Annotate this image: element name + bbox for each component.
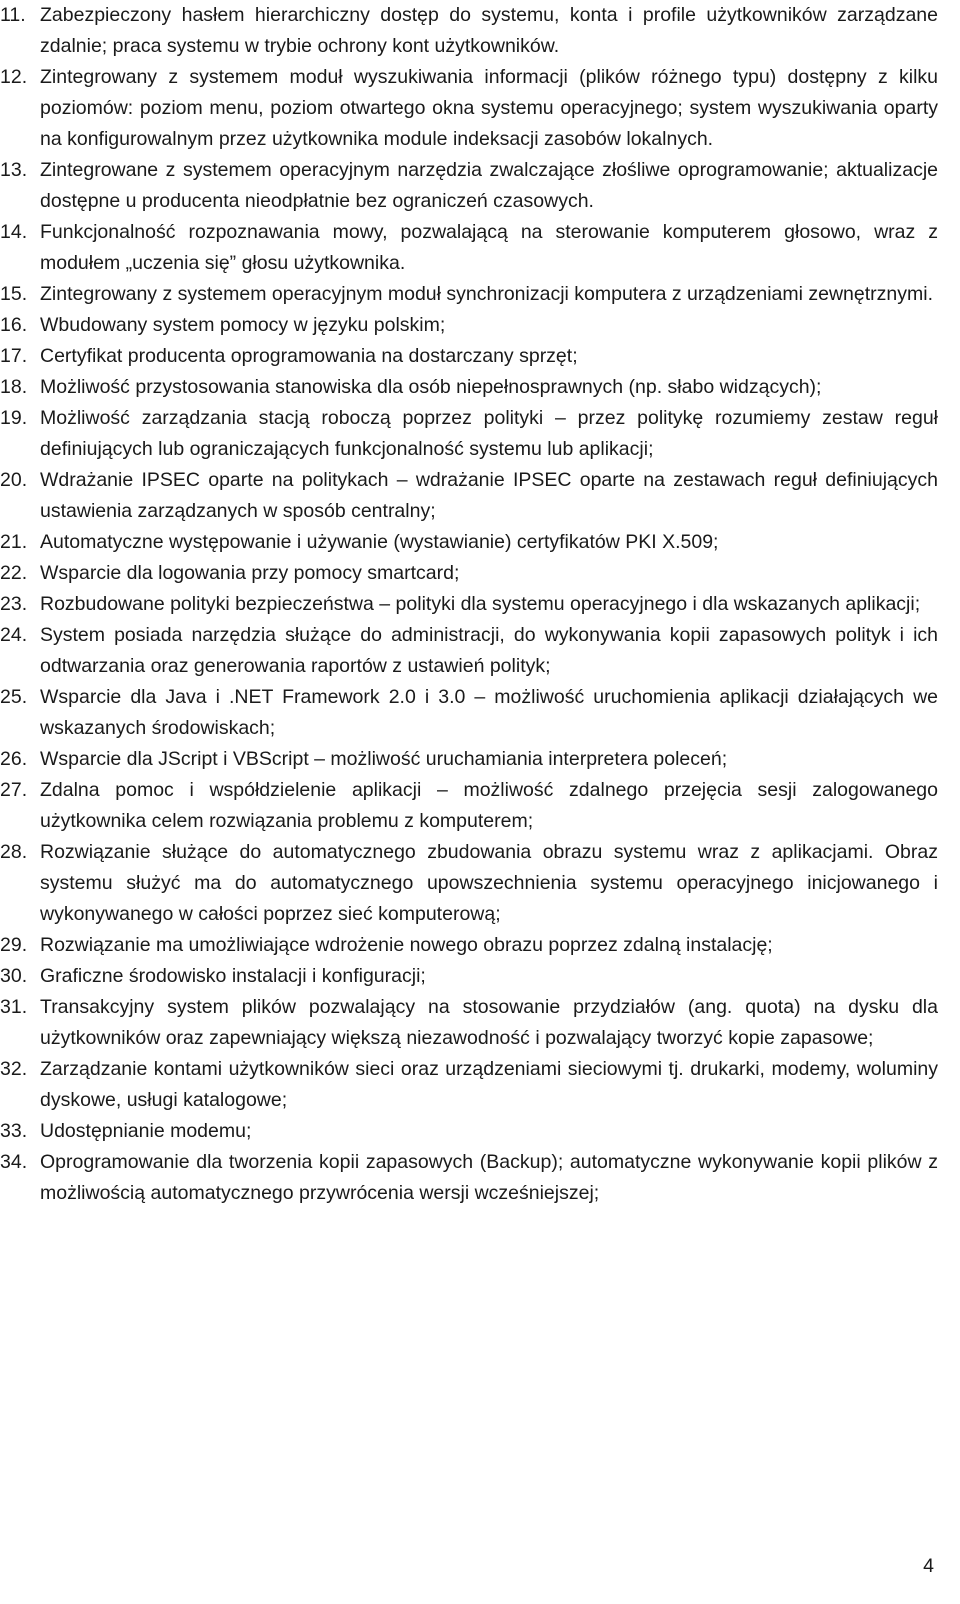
item-text: Oprogramowanie dla tworzenia kopii zapasowych (Backup); automatyczne wykonywanie kopii plików z możliwością automatycznego przywrócenia wersji wcześniejszej; — [40, 1151, 938, 1204]
item-text: Rozwiązanie ma umożliwiające wdrożenie nowego obrazu poprzez zdalną instalację; — [40, 934, 773, 956]
item-text: Graficzne środowisko instalacji i konfiguracji; — [40, 965, 426, 987]
list-item — [0, 837, 938, 930]
item-number: 32. — [0, 1058, 28, 1080]
item-number: 21. — [0, 531, 28, 553]
list-item — [0, 341, 938, 372]
item-number: 17. — [0, 345, 28, 367]
list-item — [0, 589, 938, 620]
item-text: Zarządzanie kontami użytkowników sieci oraz urządzeniami sieciowymi tj. drukarki, modemy, woluminy dyskowe, usługi katalogowe; — [40, 1058, 938, 1111]
list-item — [0, 403, 938, 465]
list-item — [0, 744, 938, 775]
item-text: Możliwość zarządzania stacją roboczą poprzez polityki – przez politykę rozumiemy zestaw reguł definiujących lub ograniczających funkcjonalność systemu lub aplikacji; — [40, 407, 938, 460]
item-text: Automatyczne występowanie i używanie (wystawianie) certyfikatów PKI X.509; — [40, 531, 719, 553]
list-item — [0, 558, 938, 589]
list-item — [0, 1147, 938, 1209]
list-item — [0, 1054, 938, 1116]
item-number: 30. — [0, 965, 28, 987]
list-item — [0, 62, 938, 155]
item-text: Wsparcie dla JScript i VBScript – możliwość uruchamiania interpretera poleceń; — [40, 748, 728, 770]
item-text: Rozwiązanie służące do automatycznego zbudowania obrazu systemu wraz z aplikacjami. Obraz systemu służyć ma do automatycznego upowszechnienia systemu operacyjnego inicjowanego i wykonywanego w całości poprzez sieć komputerową; — [40, 841, 938, 925]
item-number: 23. — [0, 593, 28, 615]
page-number: 4 — [923, 1555, 934, 1577]
item-number: 12. — [0, 66, 28, 88]
item-number: 34. — [0, 1151, 28, 1173]
item-number: 22. — [0, 562, 28, 584]
item-number: 13. — [0, 159, 28, 181]
item-number: 28. — [0, 841, 28, 863]
item-text: Zintegrowany z systemem operacyjnym moduł synchronizacji komputera z urządzeniami zewnętrznymi. — [40, 283, 934, 305]
item-number: 26. — [0, 748, 28, 770]
list-item — [0, 372, 938, 403]
item-text: Możliwość przystosowania stanowiska dla osób niepełnosprawnych (np. słabo widzących); — [40, 376, 822, 398]
item-number: 24. — [0, 624, 28, 646]
item-text: Wsparcie dla logowania przy pomocy smartcard; — [40, 562, 460, 584]
item-number: 19. — [0, 407, 28, 429]
item-number: 31. — [0, 996, 28, 1018]
list-item — [0, 961, 938, 992]
item-text: Funkcjonalność rozpoznawania mowy, pozwalającą na sterowanie komputerem głosowo, wraz z modułem „uczenia się” głosu użytkownika. — [40, 221, 938, 274]
list-item — [0, 930, 938, 961]
item-number: 16. — [0, 314, 28, 336]
list-item — [0, 620, 938, 682]
item-text: Wbudowany system pomocy w języku polskim; — [40, 314, 446, 336]
list-item — [0, 279, 938, 310]
list-item — [0, 527, 938, 558]
item-number: 29. — [0, 934, 28, 956]
list-item — [0, 465, 938, 527]
item-number: 20. — [0, 469, 28, 491]
item-number: 18. — [0, 376, 28, 398]
list-item — [0, 0, 938, 62]
list-item — [0, 155, 938, 217]
item-text: Zdalna pomoc i współdzielenie aplikacji – możliwość zdalnego przejęcia sesji zalogowanego użytkownika celem rozwiązania problemu z komputerem; — [40, 779, 938, 832]
item-number: 25. — [0, 686, 28, 708]
list-item — [0, 310, 938, 341]
item-text: System posiada narzędzia służące do administracji, do wykonywania kopii zapasowych polityk i ich odtwarzania oraz generowania raportów z ustawień polityk; — [40, 624, 938, 677]
item-text: Zintegrowany z systemem moduł wyszukiwania informacji (plików różnego typu) dostępny z kilku poziomów: poziom menu, poziom otwartego okna systemu operacyjnego; system wyszukiwania oparty na konfigurowalnym przez użytkownika module indeksacji zasobów lokalnych. — [40, 66, 938, 150]
item-number: 27. — [0, 779, 28, 801]
list-item — [0, 992, 938, 1054]
item-number: 15. — [0, 283, 28, 305]
item-text: Wdrażanie IPSEC oparte na politykach – wdrażanie IPSEC oparte na zestawach reguł definiujących ustawienia zarządzanych w sposób centralny; — [40, 469, 938, 522]
item-number: 11. — [0, 4, 26, 26]
list-item — [0, 775, 938, 837]
item-text: Rozbudowane polityki bezpieczeństwa – polityki dla systemu operacyjnego i dla wskazanych aplikacji; — [40, 593, 921, 615]
list-item — [0, 217, 938, 279]
item-text: Zintegrowane z systemem operacyjnym narzędzia zwalczające złośliwe oprogramowanie; aktualizacje dostępne u producenta nieodpłatnie bez ograniczeń czasowych. — [40, 159, 938, 212]
item-text: Transakcyjny system plików pozwalający na stosowanie przydziałów (ang. quota) na dysku dla użytkowników oraz zapewniający większą niezawodność i pozwalający tworzyć kopie zapasowe; — [40, 996, 938, 1049]
item-text: Zabezpieczony hasłem hierarchiczny dostęp do systemu, konta i profile użytkowników zarządzane zdalnie; praca systemu w trybie ochrony kont użytkowników. — [40, 4, 938, 57]
item-text: Wsparcie dla Java i .NET Framework 2.0 i 3.0 – możliwość uruchomienia aplikacji działających we wskazanych środowiskach; — [40, 686, 938, 739]
item-number: 14. — [0, 221, 28, 243]
item-text: Udostępnianie modemu; — [40, 1120, 252, 1142]
list-item — [0, 682, 938, 744]
item-text: Certyfikat producenta oprogramowania na dostarczany sprzęt; — [40, 345, 578, 367]
list-item — [0, 1116, 938, 1147]
item-number: 33. — [0, 1120, 28, 1142]
